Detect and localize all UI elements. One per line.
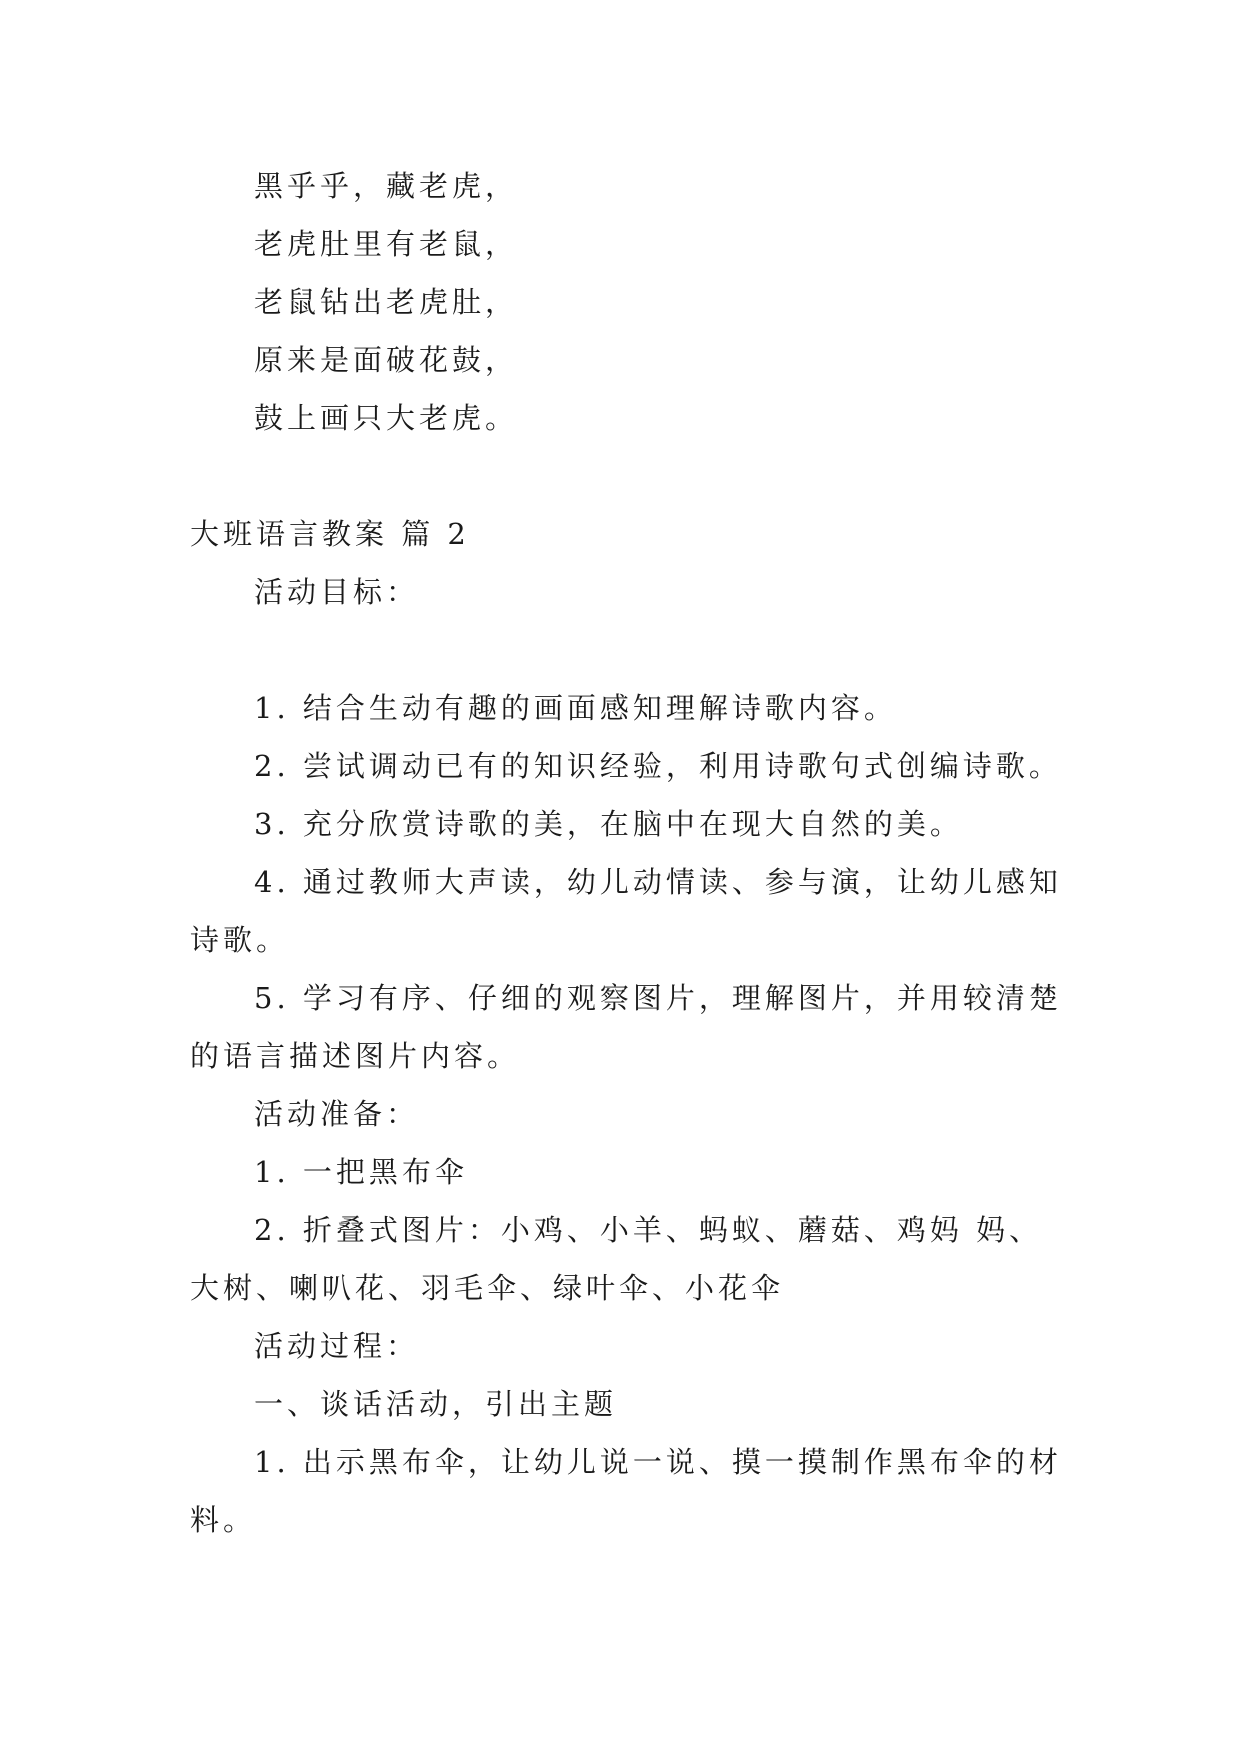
prep-item-continued: 大树、喇叭花、羽毛伞、绿叶伞、小花伞: [190, 1271, 785, 1305]
process-item: 1. 出示黑布伞，让幼儿说一说、摸一摸制作黑布伞的材: [254, 1445, 1062, 1479]
section-title: 大班语言教案 篇 2: [190, 517, 470, 551]
poem-line: 原来是面破花鼓，: [254, 343, 519, 377]
poem-line: 黑乎乎，藏老虎，: [254, 169, 519, 203]
prep-item: 1. 一把黑布伞: [254, 1155, 468, 1189]
process-item-continued: 料。: [190, 1503, 257, 1537]
poem-line: 老虎肚里有老鼠，: [254, 227, 519, 261]
prep-heading: 活动准备：: [254, 1097, 420, 1131]
prep-item: 2. 折叠式图片：小鸡、小羊、蚂蚁、蘑菇、鸡妈 妈、: [254, 1213, 1043, 1247]
goal-item: 3. 充分欣赏诗歌的美，在脑中在现大自然的美。: [254, 807, 963, 841]
process-heading: 活动过程：: [254, 1329, 420, 1363]
goal-item-continued: 的语言描述图片内容。: [190, 1039, 521, 1073]
poem-line: 老鼠钻出老虎肚，: [254, 285, 519, 319]
process-item: 一、谈话活动，引出主题: [254, 1387, 618, 1421]
goal-item-continued: 诗歌。: [190, 923, 290, 957]
goals-heading: 活动目标：: [254, 575, 420, 609]
goal-item: 5. 学习有序、仔细的观察图片，理解图片，并用较清楚: [254, 981, 1062, 1015]
goal-item: 4. 通过教师大声读，幼儿动情读、参与演，让幼儿感知: [254, 865, 1062, 899]
goal-item: 2. 尝试调动已有的知识经验，利用诗歌句式创编诗歌。: [254, 749, 1062, 783]
poem-line: 鼓上画只大老虎。: [254, 401, 519, 435]
goal-item: 1. 结合生动有趣的画面感知理解诗歌内容。: [254, 691, 897, 725]
